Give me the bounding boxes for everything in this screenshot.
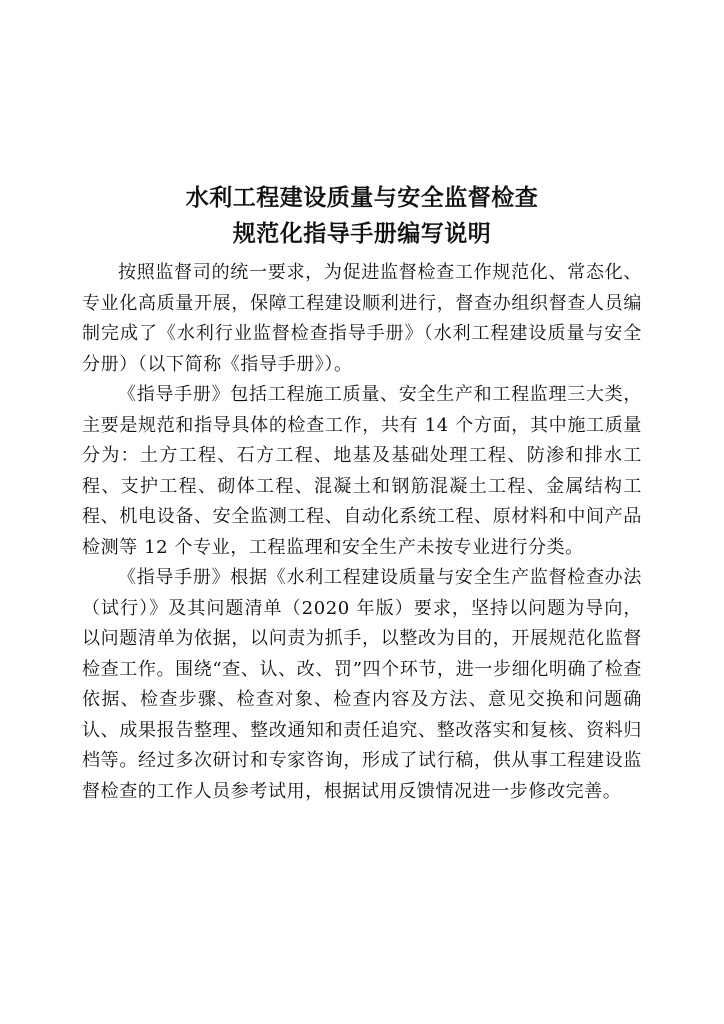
title-line-1: 水利工程建设质量与安全监督检查	[185, 184, 539, 211]
title-line-2: 规范化指导手册编写说明	[232, 220, 492, 247]
paragraph-3: 《指导手册》根据《水利工程建设质量与安全生产监督检查办法（试行）》及其问题清单（2020 年版）要求，坚持以问题为导向，以问题清单为依据，以问责为抓手，以整改为目的，开展规范化监督检查工作。围绕“查、认、改、罚”四个环节，进一步细化明确了检查依据、检查步骤、检查对象、检查内容及方法、意见交换和问题确认、成果报告整理、整改通知和责任追究、整改落实和复核、资料归档等。经过多次研讨和专家咨询，形成了试行稿，供从事工程建设监督检查的工作人员参考试用，根据试用反馈情况进一步修改完善。	[82, 567, 642, 802]
document-title	[0, 180, 724, 252]
paragraph-2: 《指导手册》包括工程施工质量、安全生产和工程监理三大类，主要是规范和指导具体的检查工作，共有 14 个方面，其中施工质量分为：土方工程、石方工程、地基及基础处理工程、防渗和排水工程、支护工程、砌体工程、混凝土和钢筋混凝土工程、金属结构工程、机电设备、安全监测工程、自动化系统工程、原材料和中间产品检测等 12 个专业，工程监理和安全生产未按专业进行分类。	[82, 384, 642, 558]
paragraph-1: 按照监督司的统一要求，为促进监督检查工作规范化、常态化、专业化高质量开展，保障工程建设顺利进行，督查办组织督查人员编制完成了《水利行业监督检查指导手册》（水利工程建设质量与安全分册）（以下简称《指导手册》）。	[82, 262, 642, 375]
document-body	[82, 258, 642, 807]
